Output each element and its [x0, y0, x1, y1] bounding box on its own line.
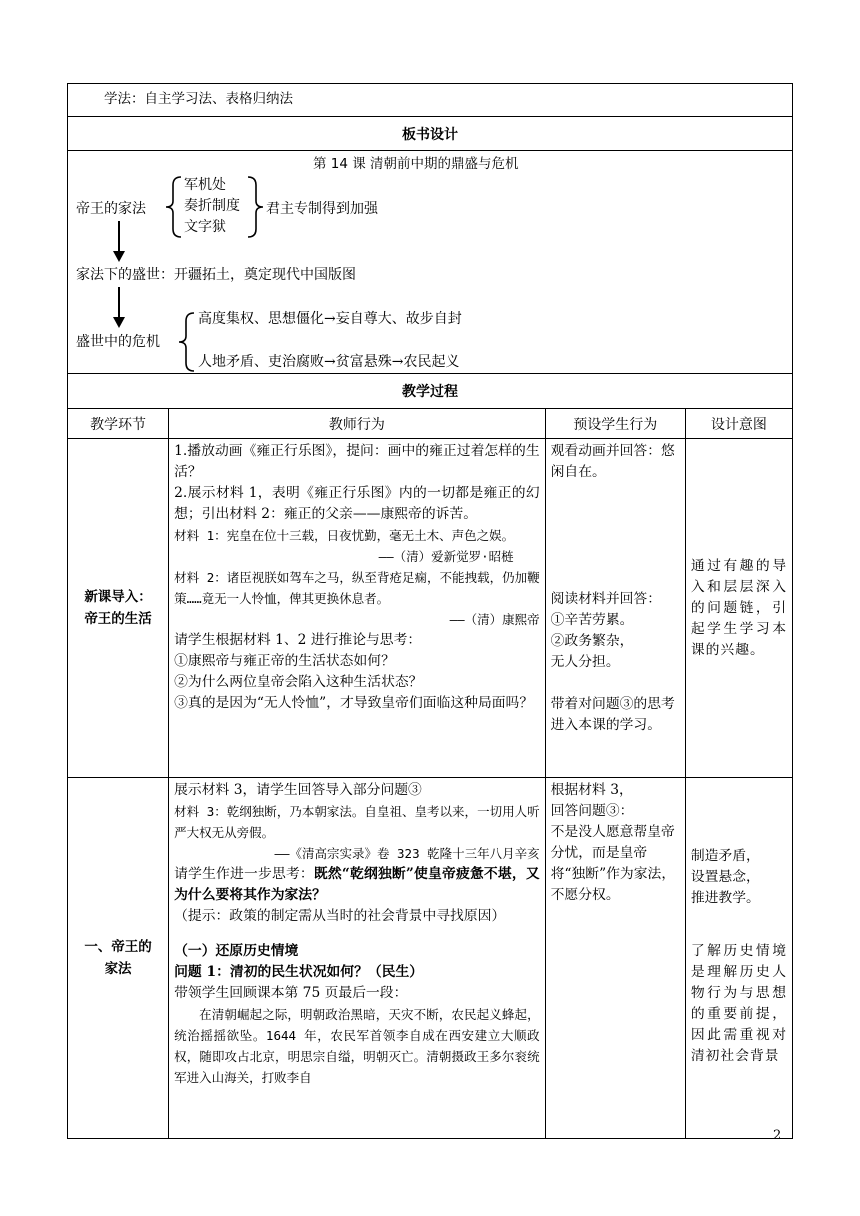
row1-stage-line-1: 新课导入： — [84, 589, 152, 605]
row2-stage-cell — [68, 778, 169, 1139]
row2-student-1: 根据材料 3， — [550, 782, 633, 798]
crisis-line-2: 人地矛盾、吏治腐败→贫富悬殊→农民起义 — [198, 354, 460, 370]
row2-intent-1: 制造矛盾， — [690, 848, 760, 864]
row1-teacher-cell — [169, 439, 546, 778]
row1-student-2: 阅读材料并回答： — [550, 591, 662, 607]
row1-student-3: ①辛苦劳累。 — [550, 612, 634, 628]
board-result: 君主专制得到加强 — [266, 201, 378, 217]
row2-intent-3: 推进教学。 — [690, 890, 760, 906]
row1-teacher-1: 1.播放动画《雍正行乐图》，提问：画中的雍正过着怎样的生活？ — [174, 443, 540, 480]
row2-student-2: 回答问题③： — [550, 803, 634, 819]
board-item-zouzhe: 奏折制度 — [184, 198, 240, 214]
header-student: 预设学生行为 — [545, 409, 685, 439]
row2-stage-line-1: 一、帝王的 — [84, 939, 152, 955]
board-items — [184, 175, 240, 238]
page-number: 2 — [773, 1128, 782, 1143]
row1-question-3: ③真的是因为“无人怜恤”，才导致皇帝们面临这种局面吗？ — [174, 695, 534, 711]
board-section-title: 板书设计 — [68, 117, 793, 151]
right-brace-icon — [244, 175, 266, 239]
row1-question-1: ①康熙帝与雍正帝的生活状态如何？ — [174, 653, 395, 669]
board-design — [68, 151, 792, 373]
row1-student-5: 无人分担。 — [550, 654, 620, 670]
row2-passage: 在清朝崛起之际，明朝政治黑暗，天灾不断，农民起义蜂起，统治摇摇欲坠。1644 年，农民军首领李自成在西安建立大顺政权，随即攻占北京，明思宗自缢，明朝灭亡。清朝摄政王多尔衮统军进入山海关，打败李自 — [174, 1007, 540, 1085]
row2-think-prefix: 请学生作进一步思考： — [174, 866, 314, 882]
row2-hint: （提示：政策的制定需从当时的社会背景中寻找原因） — [174, 908, 506, 924]
lesson-title: 第 14 课 清朝前中期的鼎盛与危机 — [313, 156, 519, 172]
board-prosperity: 家法下的盛世：开疆拓土，奠定现代中国版图 — [76, 267, 356, 283]
row1-stage-line-2: 帝王的生活 — [84, 611, 152, 627]
crisis-label: 盛世中的危机 — [76, 334, 160, 350]
board-item-junjichu: 军机处 — [184, 177, 226, 193]
row2-subsection-title: （一）还原历史情境 — [174, 943, 299, 959]
row2-question-1: 问题 1：清初的民生状况如何？（民生） — [174, 964, 424, 980]
row2-intent-cell — [685, 778, 792, 1139]
row2-stage-line-2: 家法 — [104, 961, 132, 977]
row1-student-1: 观看动画并回答：悠闲自在。 — [550, 443, 675, 480]
row1-student-4: ②政务繁杂， — [550, 633, 634, 649]
lesson-plan-table — [67, 83, 793, 1139]
row1-prompt: 请学生根据材料 1、2 进行推论与思考： — [174, 632, 422, 648]
row1-intent: 通过有趣的导入和层层深入的问题链，引起学生学习本课的兴趣。 — [690, 557, 787, 658]
row2-teacher-cell — [169, 778, 546, 1139]
row1-material-2-source: ——（清）康熙帝 — [449, 612, 540, 627]
row1-material-2: 材料 2：诸臣视朕如驾车之马，纵至背疮足痫，不能拽载，仍加鞭策……竟无一人怜恤，俾其更换休息者。 — [174, 570, 540, 606]
left-brace-icon — [176, 311, 198, 373]
row1-student-cell — [545, 439, 685, 778]
crisis-line-1: 高度集权、思想僵化→妄自尊大、故步自封 — [198, 311, 462, 327]
row2-student-cell — [545, 778, 685, 1139]
row1-stage-cell — [68, 439, 169, 778]
row2-intent-2: 设置悬念， — [690, 869, 760, 885]
board-item-wenziyu: 文字狱 — [184, 219, 226, 235]
row2-material-3-source: ——《清高宗实录》卷 323 乾隆十三年八月辛亥 — [274, 846, 540, 861]
row2-think-question: 既然“乾纲独断”使皇帝疲惫不堪，又为什么要将其作为家法？ — [174, 866, 540, 903]
board-design-cell — [68, 151, 793, 374]
row1-student-6: 带着对问题③的思考进入本课的学习。 — [550, 696, 675, 733]
down-arrow-icon — [112, 221, 126, 263]
row1-material-1-source: ——（清）爱新觉罗·昭梿 — [378, 549, 514, 564]
left-brace-icon — [163, 175, 185, 239]
header-stage: 教学环节 — [68, 409, 169, 439]
row2-material-3: 材料 3：乾纲独断，乃本朝家法。自皇祖、皇考以来，一切用人听严大权无从旁假。 — [174, 804, 540, 840]
row2-think — [174, 864, 540, 906]
header-intent: 设计意图 — [685, 409, 792, 439]
row1-teacher-2: 2.展示材料 1，表明《雍正行乐图》内的一切都是雍正的幻想；引出材料 2：雍正的父亲——康熙帝的诉苦。 — [174, 485, 540, 522]
study-method: 学法：自主学习法、表格归纳法 — [104, 91, 293, 107]
header-teacher: 教师行为 — [169, 409, 546, 439]
process-section-title: 教学过程 — [68, 374, 793, 409]
row2-student-3: 不是没人愿意帮皇帝分忧，而是皇帝将“独断”作为家法，不愿分权。 — [550, 824, 676, 903]
study-method-cell — [68, 84, 793, 117]
row1-material-1: 材料 1：宪皇在位十三载，日夜忧勤，毫无土木、声色之娱。 — [174, 528, 515, 543]
down-arrow-icon — [112, 287, 126, 329]
home-law-label: 帝王的家法 — [76, 201, 146, 217]
row2-intent-4: 了解历史情境是理解历史人物行为与思想的重要前提，因此需重视对清初社会背景 — [690, 943, 787, 1064]
row2-review: 带领学生回顾课本第 75 页最后一段： — [174, 985, 408, 1001]
row2-teacher-1: 展示材料 3，请学生回答导入部分问题③ — [174, 782, 422, 798]
row1-question-2: ②为什么两位皇帝会陷入这种生活状态？ — [174, 674, 423, 690]
row1-intent-cell — [685, 439, 792, 778]
